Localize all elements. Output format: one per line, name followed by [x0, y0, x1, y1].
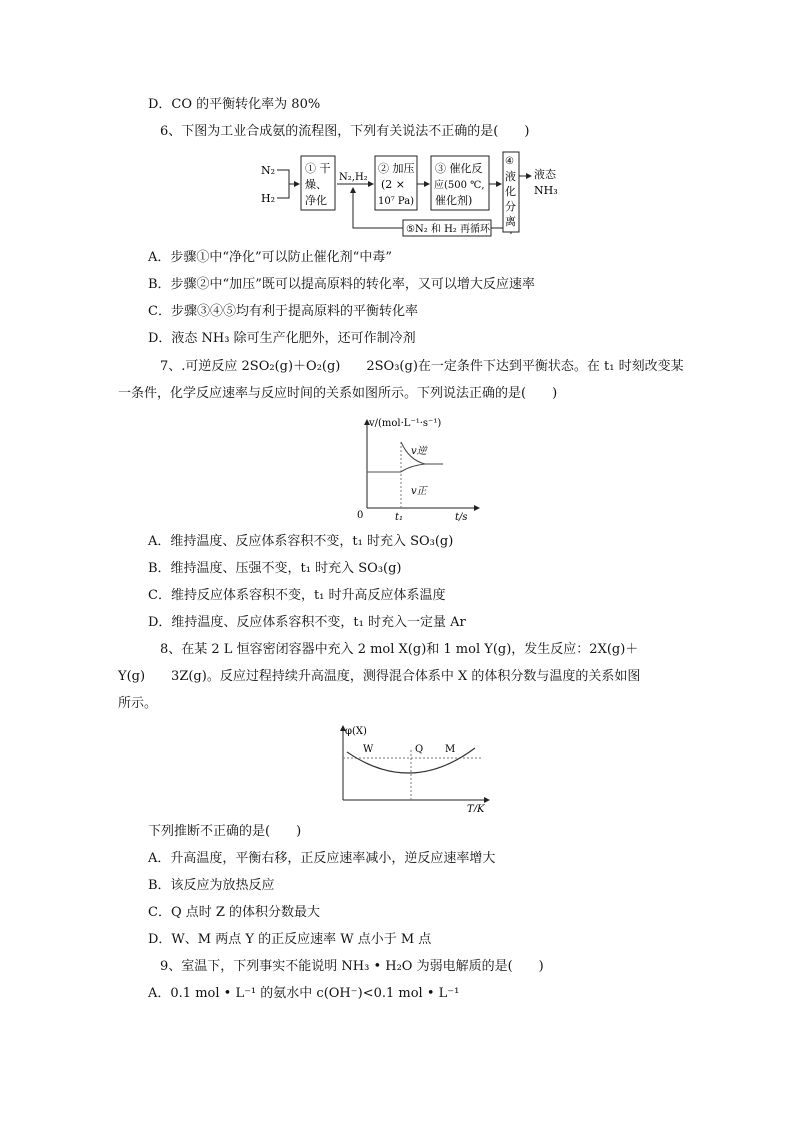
svg-text:③ 催化反	[435, 161, 483, 175]
flow-recycle-label: ⑤N₂ 和 H₂ 再循环	[406, 224, 490, 235]
q6-stem: 6、下图为工业合成氨的流程图，下列有关说法不正确的是( )	[160, 124, 530, 139]
svg-text:离	[505, 215, 516, 228]
q8-option-b: B．该反应为放热反应	[148, 878, 275, 893]
q7-option-a: A．维持温度、反应体系容积不变，t₁ 时充入 SO₃(g)	[148, 534, 454, 549]
svg-text:化	[505, 184, 516, 198]
q8-option-a: A．升高温度，平衡右移，正反应速率减小，逆反应速率增大	[148, 851, 496, 866]
flow-input-n2: N₂	[261, 164, 276, 177]
flow-output-l2: NH₃	[534, 184, 558, 197]
q6-option-b: B．步骤②中“加压”既可以提高原料的转化率，又可以增大反应速率	[148, 277, 535, 292]
q7-option-c: C．维持反应体系容积不变，t₁ 时升高反应体系温度	[148, 588, 446, 603]
flow-step4-l4: 分	[505, 200, 516, 213]
q8-ask: 下列推断不正确的是( )	[148, 824, 302, 839]
q8-option-d: D．W、M 两点 Y 的正反应速率 W 点小于 M 点	[148, 932, 432, 947]
q7-stem-line2: 一条件，化学反应速率与反应时间的关系如图所示。下列说法正确的是( )	[118, 386, 558, 401]
flow-step3-l2: 应(500 ℃,	[434, 180, 485, 191]
q7-stem-line1: 7、.可逆反应 2SO₂(g)＋O₂(g) 2SO₃(g)在一定条件下达到平衡状态。在 t₁ 时刻改变某	[160, 359, 684, 374]
svg-text:液	[505, 169, 516, 183]
svg-text:燥、	[305, 177, 327, 191]
q6-flow-diagram	[255, 150, 575, 240]
flow-step4-l3: 化	[505, 185, 516, 198]
flow-step4-l2: 液	[505, 170, 516, 183]
flow-step1-l2: 燥、	[305, 178, 327, 191]
q7-rate-chart	[355, 412, 485, 524]
flow-step2-l3: 10⁷ Pa)	[378, 196, 415, 207]
q6-option-d: D．液态 NH₃ 除可生产化肥外，还可作制冷剂	[148, 331, 416, 346]
q7-origin: 0	[357, 510, 364, 521]
q7-ylabel: v/(mol·L⁻¹·s⁻¹)	[369, 418, 442, 429]
q8-ylabel: φ(X)	[345, 726, 367, 737]
q8-point-q: Q	[415, 744, 424, 755]
svg-text:② 加压	[378, 161, 415, 175]
q7-v-forward-label: v正	[411, 486, 427, 497]
svg-text:NH₃	[534, 184, 558, 197]
q8-temperature-chart	[335, 722, 495, 812]
q8-option-c: C．Q 点时 Z 的体积分数最大	[148, 905, 321, 920]
flow-step2-l1: ② 加压	[378, 162, 415, 175]
flow-arrow-label: N₂,H₂	[339, 172, 368, 183]
svg-text:催化剂)	[435, 193, 472, 207]
svg-text:分	[505, 199, 516, 213]
prev-option-d: D．CO 的平衡转化率为 80%	[148, 97, 321, 112]
flow-step4-l5: 离	[505, 215, 516, 228]
q8-stem-line1: 8、在某 2 L 恒容密闭容器中充入 2 mol X(g)和 1 mol Y(g)，发生反应：2X(g)＋	[160, 642, 639, 657]
svg-text:应(500 ℃,	[434, 178, 485, 191]
q8-xlabel: T/K	[467, 804, 485, 812]
q8-point-m: M	[445, 744, 456, 755]
svg-text:液态	[534, 167, 557, 181]
q8-stem-line3: 所示。	[118, 696, 158, 711]
q7-option-d: D．维持温度、反应体系容积不变，t₁ 时充入一定量 Ar	[148, 615, 466, 630]
svg-text:净化	[305, 193, 327, 207]
flow-step3-l1: ③ 催化反	[435, 162, 483, 175]
svg-text:10⁷ Pa)	[378, 196, 414, 207]
q9-stem: 9、室温下，下列事实不能说明 NH₃ • H₂O 为弱电解质的是( )	[160, 959, 544, 974]
flow-step3-l3: 催化剂)	[435, 194, 473, 207]
flow-input-h2: H₂	[261, 192, 276, 205]
q7-option-b: B．维持温度、压强不变，t₁ 时充入 SO₃(g)	[148, 561, 402, 576]
svg-text:(2 ×	[381, 178, 405, 191]
flow-step2-l2: (2 ×	[381, 178, 406, 191]
q7-v-reverse-label: v逆	[411, 446, 427, 457]
q9-option-a: A．0.1 mol • L⁻¹ 的氨水中 c(OH⁻)<0.1 mol • L⁻¹	[148, 986, 460, 1001]
q7-t1-label: t₁	[395, 512, 404, 523]
q6-option-c: C．步骤③④⑤均有利于提高原料的平衡转化率	[148, 304, 418, 319]
flow-step4-l1: ④	[505, 156, 514, 167]
q7-xlabel: t/s	[455, 512, 468, 523]
q8-stem-line2: Y(g) 3Z(g)。反应过程持续升高温度，测得混合体系中 X 的体积分数与温度的关系如图	[118, 669, 641, 684]
svg-text:④	[505, 156, 514, 167]
svg-text:① 干	[305, 162, 331, 175]
flow-output-l1: 液态	[534, 168, 556, 181]
q8-point-w: W	[363, 744, 374, 755]
q6-option-a: A．步骤①中“净化”可以防止催化剂“中毒”	[148, 250, 392, 265]
flow-step1-l1: ① 干	[305, 162, 331, 175]
flow-step1-l3: 净化	[305, 194, 327, 207]
q7-v-forward-curve	[401, 464, 425, 472]
